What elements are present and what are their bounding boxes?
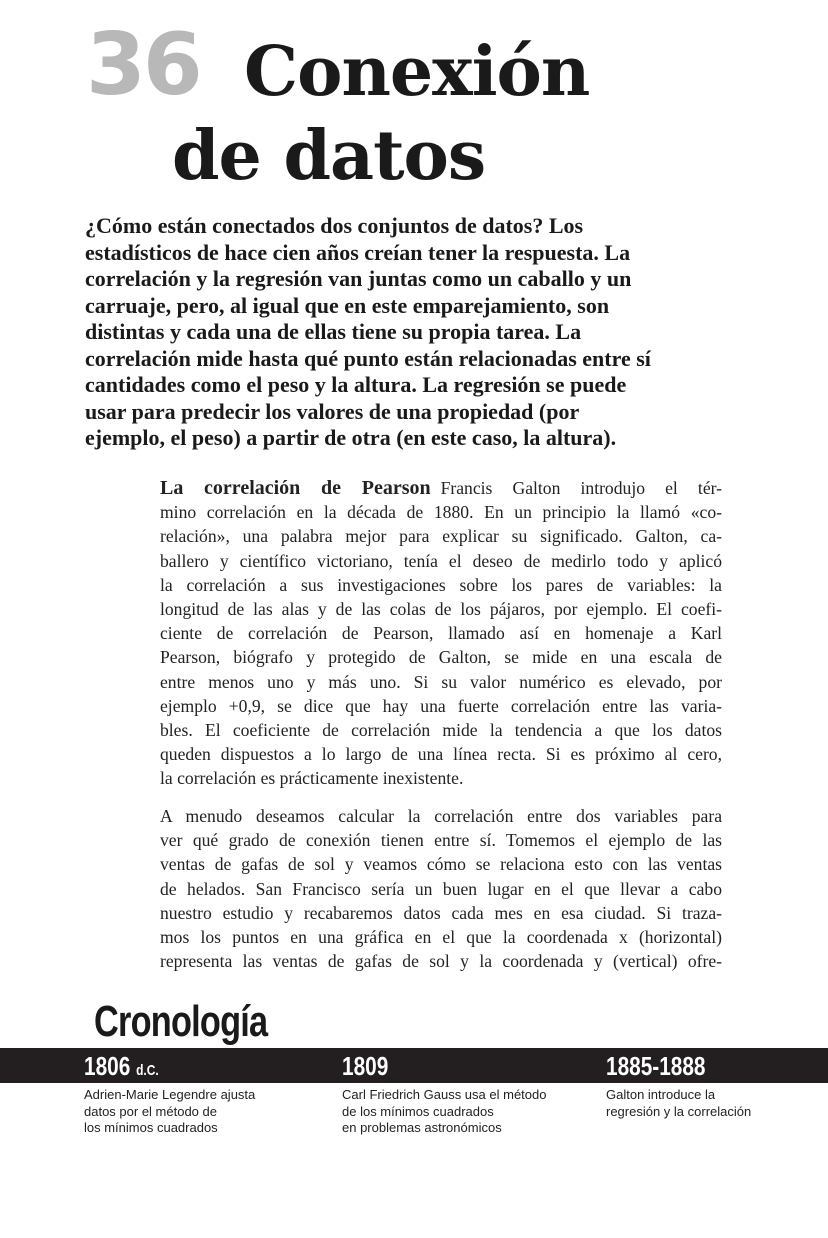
intro-line: distintas y cada una de ellas tiene su propia tarea. La (85, 319, 582, 344)
body-line: longitud de las alas y de las colas de los pájaros, por ejemplo. El coefi- (160, 599, 722, 620)
intro-line: ejemplo, el peso) a partir de otra (en este caso, la altura). (85, 425, 617, 450)
body-line: ballero y científico victoriano, tenía el deseo de medirlo todo y aplicó (160, 550, 722, 571)
timeline-year: 1809 (342, 1051, 389, 1081)
chapter-title-line1: Conexión (244, 32, 590, 112)
body-line: mino correlación en la década de 1880. En un principio la llamó «co- (160, 502, 722, 523)
body-line: entre menos uno y más uno. Si su valor numérico es elevado, por (160, 671, 722, 692)
timeline-description: Galton introduce la regresión y la correlación (606, 1087, 752, 1119)
intro-line: cantidades como el peso y la altura. La regresión se puede (85, 372, 627, 397)
timeline-description: Adrien-Marie Legendre ajusta datos por el método de los mínimos cuadrados (84, 1087, 256, 1135)
intro-line: ¿Cómo están conectados dos conjuntos de datos? Los (85, 213, 584, 238)
intro-paragraph (85, 213, 725, 452)
body-line: ventas de gafas de sol y veamos cómo se relaciona esto con las ventas (160, 854, 722, 875)
body-line: de helados. San Francisco sería un buen lugar en el que llevar a cabo (160, 878, 722, 899)
body-line: representa las ventas de gafas de sol y la coordenada y (vertical) ofre- (160, 951, 722, 972)
body-line: mos los puntos en una gráfica en el que la coordenada x (horizontal) (160, 927, 722, 948)
body-line: Francis Galton introdujo el tér- (440, 478, 722, 498)
timeline-title: Cronología (94, 997, 268, 1046)
intro-line: carruaje, pero, al igual que en este emparejamiento, son (85, 292, 610, 318)
timeline-year: 1806 d.C. (84, 1051, 159, 1081)
body-line: la correlación a sus investigaciones sobre los pares de variables: la (160, 574, 722, 595)
section-heading: La correlación de Pearson (160, 477, 431, 499)
body-line: ciente de correlación de Pearson, llamado así en homenaje a Karl (160, 623, 722, 644)
body-line: ver qué grado de conexión tienen entre sí. Tomemos el ejemplo de las (160, 830, 722, 851)
body-paragraph-2 (160, 804, 722, 973)
body-line: relación», una palabra mejor para explicar su significado. Galton, ca- (160, 526, 722, 547)
body-line: queden dispuestos a lo largo de una línea recta. Si es próximo al cero, (160, 744, 722, 765)
body-paragraph-1 (160, 476, 722, 791)
body-line: la correlación es prácticamente inexistente. (160, 768, 464, 789)
body-line: Pearson, biógrafo y protegido de Galton, se mide en una escala de (160, 647, 722, 668)
intro-line: correlación y la regresión van juntas como un caballo y un (85, 266, 632, 291)
body-line: nuestro estudio y recabaremos datos cada mes en esa ciudad. Si traza- (160, 902, 722, 923)
body-line: ejemplo +0,9, se dice que hay una fuerte correlación entre las varia- (160, 695, 722, 716)
intro-line: usar para predecir los valores de una propiedad (por (85, 398, 580, 424)
chapter-number: 36 (86, 15, 200, 115)
timeline-description: Carl Friedrich Gauss usa el método de los mínimos cuadrados en problemas astronómicos (342, 1087, 547, 1135)
intro-line: correlación mide hasta qué punto están relacionadas entre sí (85, 345, 651, 371)
timeline-year: 1885-1888 (606, 1051, 706, 1081)
chapter-title-line2: de datos (172, 116, 486, 196)
body-line: bles. El coeficiente de correlación mide la tendencia a que los datos (160, 720, 722, 741)
body-line: A menudo deseamos calcular la correlación entre dos variables para (160, 806, 722, 826)
intro-line: estadísticos de hace cien años creían tener la respuesta. La (85, 239, 631, 265)
